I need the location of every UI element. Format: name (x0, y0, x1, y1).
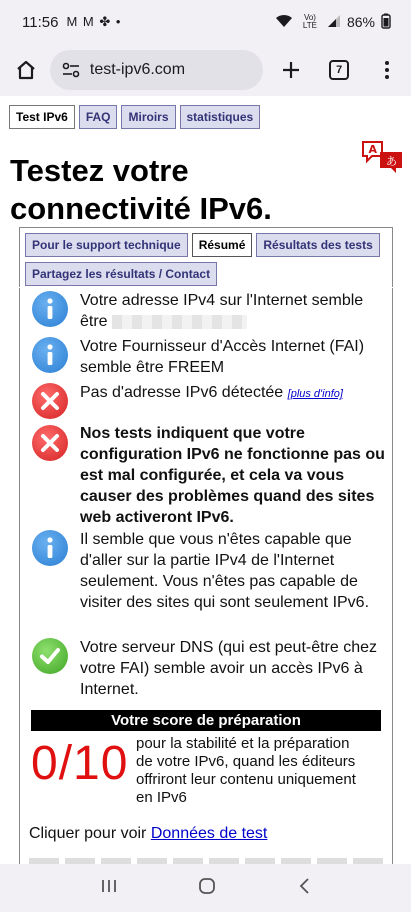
result-text: Votre adresse IPv4 sur l'Internet semble être (80, 292, 364, 330)
result-text: Votre serveur DNS (qui est peut-être chez votre FAI) semble avoir un accès IPv6 à Internet. (80, 639, 378, 698)
signal-icon (327, 14, 341, 31)
info-icon (32, 337, 68, 373)
new-tab-button[interactable] (267, 46, 315, 94)
language-icon[interactable] (360, 140, 406, 181)
test-data-link[interactable]: Données de test (150, 825, 268, 842)
info-icon (32, 530, 68, 566)
site-settings-icon[interactable] (62, 62, 80, 78)
result-item (32, 383, 343, 419)
score-heading: Votre score de préparation (31, 710, 381, 731)
browser-toolbar (0, 44, 411, 96)
result-text: Nos tests indiquent que votre configuration IPv6 ne fonctionne pas ou est mal configurée, et cela va vous causer des problèmes quand des sites web activeront IPv6. (80, 425, 385, 526)
more-options-icon (384, 60, 390, 80)
web-page (0, 96, 411, 864)
result-item (32, 530, 370, 611)
more-options-button[interactable] (363, 46, 411, 94)
site-nav (9, 105, 260, 129)
home-button[interactable] (2, 46, 50, 94)
nav-tab-mirrors[interactable]: Miroirs (121, 105, 175, 129)
home-icon (15, 59, 37, 81)
result-item (32, 638, 378, 698)
nav-tab-stats[interactable]: statistiques (180, 105, 261, 129)
check-icon (32, 638, 68, 674)
redacted-ip (112, 315, 247, 329)
battery-level: 86% (346, 14, 375, 30)
result-item (32, 291, 364, 330)
result-text: Pas d'adresse IPv6 détectée [plus d'info] (80, 384, 343, 401)
more-info-link[interactable]: [plus d'info] (287, 388, 343, 400)
results-tabs (19, 227, 393, 287)
back-button[interactable] (297, 877, 311, 900)
new-tab-icon (281, 60, 301, 80)
result-text: Il semble que vous n'êtes capable que d'aller sur la partie IPv4 de l'Internet seulement. Vous n'êtes pas capable de visiter des sites qui sont seulement IPv6. (80, 531, 370, 611)
back-icon (297, 877, 311, 895)
battery-icon (381, 13, 391, 32)
clock: 11:56 (22, 13, 59, 31)
status-bar (0, 0, 411, 44)
info-icon (32, 291, 68, 327)
result-text: Votre Fournisseur d'Accès Internet (FAI) semble être FREEM (80, 338, 365, 376)
notification-icons: M M ✤ • (66, 14, 122, 29)
tab-support[interactable]: Pour le support technique (25, 233, 188, 257)
home-circle-icon (198, 877, 216, 895)
tab-switcher-button[interactable] (315, 46, 363, 94)
svg-text:あ: あ (386, 155, 397, 168)
tab-summary[interactable]: Résumé (192, 233, 253, 257)
score-value: 0/10 (31, 737, 129, 790)
tab-test-results[interactable]: Résultats des tests (256, 233, 379, 257)
recent-apps-button[interactable] (100, 878, 118, 899)
page-title: Testez votre connectivité IPv6. (10, 153, 272, 226)
result-item (32, 425, 385, 526)
test-data-line: Cliquer pour voir Données de test (29, 825, 268, 842)
error-icon (32, 425, 68, 461)
tab-switcher-icon: 7 (329, 60, 349, 80)
result-item (32, 337, 365, 376)
network-label: Vo) LTE (302, 13, 317, 30)
status-right (275, 13, 391, 32)
wifi-icon (275, 14, 293, 31)
error-icon (32, 383, 68, 419)
recent-apps-icon (100, 878, 118, 894)
tab-share-contact[interactable]: Partagez les résultats / Contact (25, 262, 217, 286)
url-text[interactable]: test-ipv6.com (89, 61, 186, 78)
home-nav-button[interactable] (198, 877, 216, 900)
nav-tab-test-ipv6[interactable]: Test IPv6 (9, 105, 75, 129)
nav-tab-faq[interactable]: FAQ (79, 105, 118, 129)
score-description: pour la stabilité et la préparation de votre IPv6, quand les éditeurs offriront leur contenu uniquement en IPv6 (136, 735, 356, 806)
svg-text:A: A (368, 143, 378, 156)
system-nav-bar (0, 864, 411, 912)
address-bar[interactable] (50, 50, 263, 90)
